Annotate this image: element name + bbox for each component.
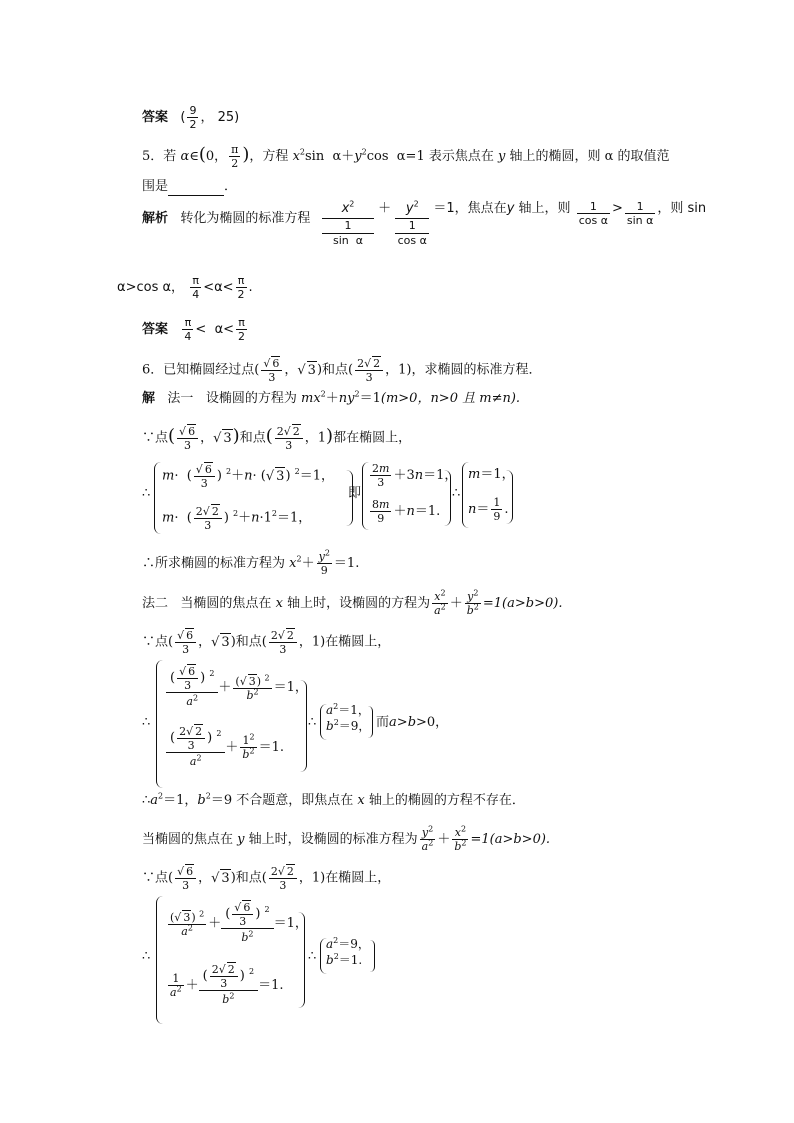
sol-a-b-1: $a^2=1$， $b^2=9$， [326, 702, 371, 733]
q5-analysis: 解析 转化为椭圆的标准方程 [142, 211, 311, 226]
system1b-eq1: $\frac{2m}{3}$ ＋3n＝1， [372, 462, 458, 489]
therefore-6: ∴ [308, 949, 317, 964]
system1b-eq2: $\frac{8m}{9}$ ＋n＝1. [372, 498, 441, 525]
sol-m: m＝1， [468, 467, 515, 482]
sol-n: n＝ $\frac{1}{9}$ . [468, 496, 509, 523]
q5-analysis-eq: $x^2$ 1 sin α ＋ $y^2$ 1 cos α ＝1，焦点在y 轴上，则 $\frac{1}{\text{cos α}}$ > $\frac{1}{\text{sin α}}$ ，则 sin [322, 200, 706, 248]
answer-blank [168, 183, 224, 196]
q6-points3: ∵点( √ $\frac{6}{3}$ ，√ 3)和点( $\frac{2√ 2}{3}$ ，1)在椭圆上， [142, 864, 390, 892]
q6-no-exist: $\therefore a^2=1$，$b^2=9$ 不合题意，即焦点在 x 轴上的椭圆的方程不存在． [142, 791, 525, 808]
system1-eq2: m· ( $\frac{2√ 2}{3}$ ) $^2+n\cdot 1^2=1$， [162, 504, 311, 532]
answer-label: 答案 [142, 110, 169, 125]
therefore-1: ∴ [142, 486, 151, 501]
q6-method2: 法二 当椭圆的焦点在 x 轴上时，设椭圆的方程为 $\frac{x^2}{a^2}$ ＋ $\frac{y^2}{b^2}$ =1(a>b>0). [142, 588, 563, 617]
therefore-2: ∴ [452, 486, 461, 501]
system-brace [154, 462, 161, 534]
system2-eq1: ( √ $\frac{6}{3}$ ) $^2$ $a^2$ ＋ $\frac{(√ 3) ^2}{b^2}$ ＝1， [166, 664, 308, 711]
namely: 即 [348, 486, 362, 501]
sol-a-b-2: $a^2=9$， $b^2=1$. [326, 936, 370, 967]
q6-points2: ∵点( √ $\frac{6}{3}$ ，√ 3)和点( $\frac{2√ 2}{3}$ ，1)在椭圆上， [142, 628, 390, 656]
system2-eq2: ( $\frac{2√ 2}{3}$ ) $^2$ $a^2$ ＋ $\frac{1^2}{b^2}$ ＝1. [166, 724, 284, 771]
q5-line2: 围是 ． [142, 179, 238, 194]
q4-answer-value: 25) [217, 110, 240, 125]
q5-analysis-line2: α>cos α， $\frac{\pi}{4}$ <α< $\frac{\pi}{2}$ . [117, 274, 253, 301]
system3-eq2: $\frac{1}{a^2}$ ＋ ( $\frac{2√ 2}{3}$ ) $^2$ $b^2$ ＝1. [166, 962, 283, 1009]
q5-answer: 答案 $\frac{\pi}{4}$ < α< $\frac{\pi}{2}$ [142, 316, 246, 343]
therefore-4: ∴ [308, 715, 317, 730]
q6-points1: ∵点( √ $\frac{6}{3}$ ，√ 3)和点( $\frac{2√ 2}{3}$ ，1)都在椭圆上， [142, 424, 411, 452]
therefore-3: ∴ [142, 715, 151, 730]
system3-eq1: $\frac{(√ 3) ^2}{a^2}$ ＋ ( √ $\frac{6}{3}$ ) $^2$ $b^2$ ＝1， [166, 900, 308, 947]
q4-answer: 答案 ( $\frac{9}{2}$ ， 25) [142, 104, 240, 131]
q6-case-y: 当椭圆的焦点在 y 轴上时，设椭圆的标准方程为 $\frac{y^2}{a^2}$ ＋ $\frac{x^2}{b^2}$ =1(a>b>0). [142, 824, 551, 853]
q6-problem: 6．已知椭圆经过点( √ $\frac{6}{3}$ ，√ 3)和点( $\frac{2√ 2}{3}$ ，1)，求椭圆的标准方程． [142, 356, 541, 384]
q5-problem: 5．若 α∈(0， $\frac{\pi}{2}$ )，方程 $x^2\sin$ $\alpha+y^2\cos$ α=1 表示焦点在 y 轴上的椭圆，则 α 的取值范 [142, 143, 670, 170]
but-clause: 而a>b>0， [376, 715, 449, 730]
system1-eq1: m· ( √ $\frac{6}{3}$ ) $^2$＋n· (√ 3) $^2$＝1， [162, 462, 334, 490]
q6-method1: 解 法一 设椭圆的方程为 $mx^2+ny^2=1(m>0$，n>0 且 m≠n). [142, 389, 521, 406]
therefore-5: ∴ [142, 949, 151, 964]
q6-result: ∴所求椭圆的标准方程为 $x^2+$ $\frac{y^2}{9}$ ＝1. [142, 548, 360, 577]
